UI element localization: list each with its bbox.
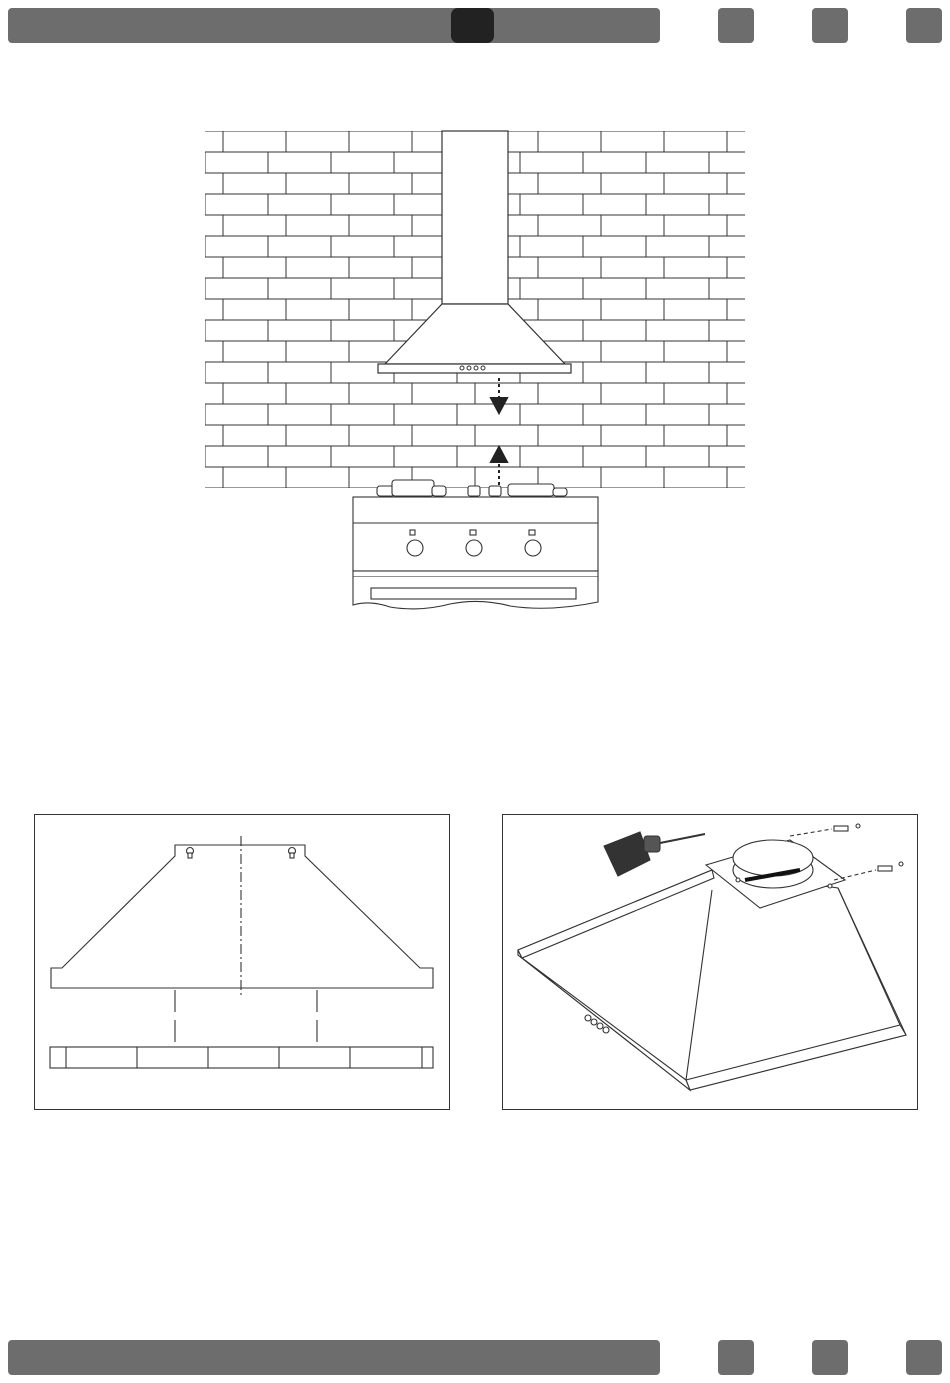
brick (205, 194, 268, 215)
brick (583, 194, 646, 215)
brick (538, 383, 601, 404)
cooker (353, 480, 598, 609)
brick (727, 341, 790, 362)
brick (331, 194, 394, 215)
brick (601, 425, 664, 446)
brick (142, 320, 205, 341)
brick (286, 299, 349, 320)
brick (664, 341, 727, 362)
brick (286, 215, 349, 236)
brick (223, 467, 286, 488)
brick (538, 173, 601, 194)
brick (601, 383, 664, 404)
brick (268, 152, 331, 173)
brick (709, 194, 772, 215)
brick (160, 131, 223, 152)
brick (601, 173, 664, 194)
brick (664, 215, 727, 236)
brick (286, 425, 349, 446)
brick (646, 362, 709, 383)
brick (349, 383, 412, 404)
brick (646, 404, 709, 425)
brick (223, 257, 286, 278)
brick (223, 131, 286, 152)
brick (160, 215, 223, 236)
brick (268, 278, 331, 299)
brick (727, 215, 790, 236)
brick (601, 299, 664, 320)
brick (268, 404, 331, 425)
brick (520, 194, 583, 215)
mounting-template-figure (34, 814, 450, 1110)
flange-drilling-figure (502, 814, 918, 1110)
brick (160, 341, 223, 362)
brick (205, 446, 268, 467)
hood-above-cooker-figure (0, 0, 950, 640)
brick (142, 236, 205, 257)
brick (331, 236, 394, 257)
brick (349, 173, 412, 194)
brick (160, 425, 223, 446)
brick (646, 152, 709, 173)
footer-tab-1[interactable] (718, 1340, 754, 1375)
brick (538, 257, 601, 278)
brick (457, 446, 520, 467)
brick (709, 362, 772, 383)
brick (160, 257, 223, 278)
brick (160, 383, 223, 404)
brick (727, 299, 790, 320)
brick (223, 341, 286, 362)
brick (286, 341, 349, 362)
brick (268, 320, 331, 341)
brick (412, 383, 475, 404)
brick (142, 446, 205, 467)
brick (160, 467, 223, 488)
brick (520, 446, 583, 467)
brick (727, 383, 790, 404)
brick (727, 257, 790, 278)
brick (331, 446, 394, 467)
brick (349, 425, 412, 446)
brick (331, 278, 394, 299)
brick (664, 299, 727, 320)
brick (286, 131, 349, 152)
brick (583, 278, 646, 299)
brick (142, 152, 205, 173)
footer-tab-2[interactable] (812, 1340, 848, 1375)
brick (601, 131, 664, 152)
brick (475, 425, 538, 446)
brick (205, 236, 268, 257)
brick (286, 383, 349, 404)
brick (268, 362, 331, 383)
brick (268, 194, 331, 215)
brick (142, 194, 205, 215)
brick (394, 446, 457, 467)
brick (142, 278, 205, 299)
brick (583, 320, 646, 341)
brick (286, 173, 349, 194)
brick (286, 257, 349, 278)
brick (223, 383, 286, 404)
brick (331, 404, 394, 425)
brick (727, 173, 790, 194)
brick (646, 320, 709, 341)
brick (520, 236, 583, 257)
brick (205, 152, 268, 173)
brick (205, 404, 268, 425)
brick (664, 383, 727, 404)
brick (205, 320, 268, 341)
hood-chimney (442, 131, 508, 304)
brick (394, 404, 457, 425)
brick (601, 215, 664, 236)
brick (457, 404, 520, 425)
brick (349, 215, 412, 236)
brick (709, 278, 772, 299)
brick (349, 257, 412, 278)
brick (205, 278, 268, 299)
brick (286, 467, 349, 488)
brick (520, 152, 583, 173)
brick (583, 236, 646, 257)
footer-bar (8, 1340, 660, 1375)
brick (223, 299, 286, 320)
brick (142, 362, 205, 383)
brick (709, 404, 772, 425)
brick (583, 152, 646, 173)
brick (664, 467, 727, 488)
brick (646, 236, 709, 257)
brick (709, 152, 772, 173)
brick (205, 362, 268, 383)
brick (727, 425, 790, 446)
brick (160, 299, 223, 320)
brick (268, 236, 331, 257)
brick (538, 215, 601, 236)
brick (538, 131, 601, 152)
brick (727, 131, 790, 152)
brick (538, 299, 601, 320)
brick (160, 173, 223, 194)
brick (646, 278, 709, 299)
brick (646, 194, 709, 215)
brick (601, 467, 664, 488)
brick (709, 320, 772, 341)
brick (664, 425, 727, 446)
brick (223, 173, 286, 194)
brick (664, 173, 727, 194)
brick (520, 278, 583, 299)
footer-tab-3[interactable] (906, 1340, 942, 1375)
brick (223, 425, 286, 446)
brick (349, 131, 412, 152)
brick (646, 446, 709, 467)
brick (583, 404, 646, 425)
brick (331, 152, 394, 173)
brick (331, 320, 394, 341)
brick (709, 236, 772, 257)
brick (538, 425, 601, 446)
brick (664, 131, 727, 152)
brick (709, 446, 772, 467)
brick (223, 215, 286, 236)
brick (727, 467, 790, 488)
brick (520, 404, 583, 425)
brick (268, 446, 331, 467)
brick (601, 341, 664, 362)
brick (412, 425, 475, 446)
brick (601, 257, 664, 278)
brick (664, 257, 727, 278)
brick (349, 299, 412, 320)
brick (583, 446, 646, 467)
brick (142, 404, 205, 425)
brick (583, 362, 646, 383)
